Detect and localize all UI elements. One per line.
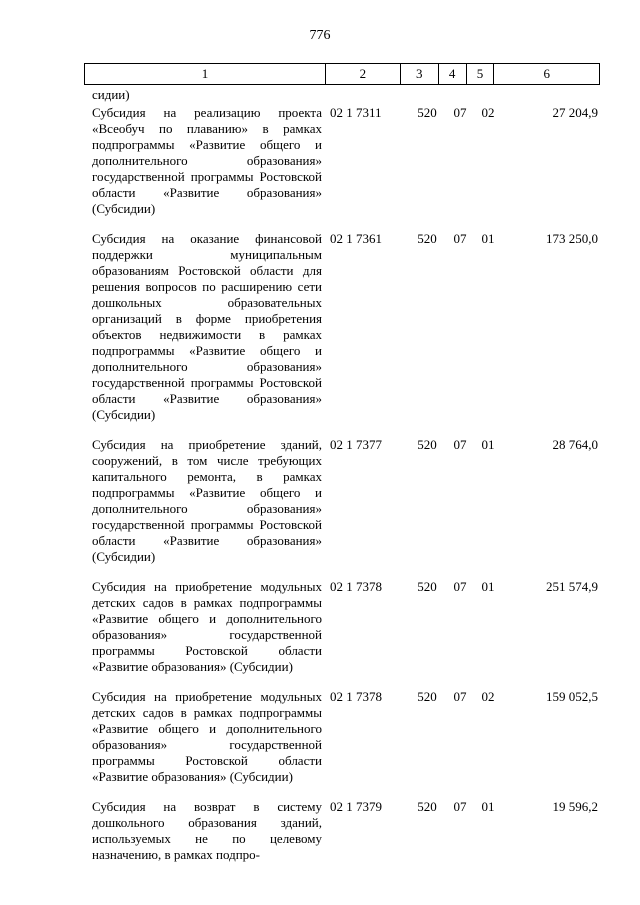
row-col-4: 07 bbox=[453, 689, 467, 704]
table-row bbox=[84, 231, 600, 423]
table-body bbox=[84, 87, 600, 863]
row-code: 02 1 7378 bbox=[330, 689, 382, 704]
row-description: Субсидия на возврат в систему дошкольного образования зданий, используемых не по целевому назначению, в рамках подпро- bbox=[92, 799, 322, 862]
row-col-3: 520 bbox=[417, 799, 437, 814]
row-amount: 28 764,0 bbox=[552, 437, 598, 452]
page-number: 776 bbox=[309, 28, 331, 43]
header-col-1: 1 bbox=[201, 66, 209, 81]
continuation-text: сидии) bbox=[92, 87, 130, 102]
row-col-5: 01 bbox=[481, 799, 495, 814]
table-row bbox=[84, 105, 600, 217]
row-col-3: 520 bbox=[417, 689, 437, 704]
row-col-4: 07 bbox=[453, 579, 467, 594]
row-description: Субсидия на приобретение модульных детских садов в рамках подпрограммы «Развитие общего и дополнительного образования» государственной программы Ростовской области «Развитие образования» (Субсидии) bbox=[92, 689, 322, 784]
row-description: Субсидия на приобретение зданий, сооружений, в том числе требующих капитального ремонта, в рамках подпрограммы «Развитие общего и дополнительного образования» государственной программы Ростовской области «Развитие образования» (Субсидии) bbox=[92, 437, 322, 564]
row-col-4: 07 bbox=[453, 105, 467, 120]
row-description: Субсидия на оказание финансовой поддержки муниципальным образованиям Ростовской области для решения вопросов по расширению сети дошкольных образовательных организаций в форме приобретения объектов недвижимости в рамках подпрограммы «Развитие общего и дополнительного образования» государственной программы Ростовской области «Развитие образования» (Субсидии) bbox=[92, 231, 322, 422]
table-header bbox=[84, 63, 600, 85]
table-row bbox=[84, 437, 600, 565]
row-col-4: 07 bbox=[453, 799, 467, 814]
row-amount: 19 596,2 bbox=[552, 799, 598, 814]
row-col-5: 01 bbox=[481, 231, 495, 246]
row-code: 02 1 7311 bbox=[330, 105, 382, 120]
row-col-5: 01 bbox=[481, 579, 495, 594]
row-description: Субсидия на реализацию проекта «Всеобуч по плаванию» в рамках подпрограммы «Развитие общего и дополнительного образования» государственной программы Ростовской области «Развитие образования» (Субсидии) bbox=[92, 105, 322, 216]
row-code: 02 1 7378 bbox=[330, 579, 382, 594]
header-col-3: 3 bbox=[400, 64, 438, 84]
header-col-5: 5 bbox=[466, 64, 494, 84]
row-col-5: 02 bbox=[481, 105, 495, 120]
header-col-2: 2 bbox=[325, 64, 400, 84]
row-col-4: 07 bbox=[453, 231, 467, 246]
row-col-3: 520 bbox=[417, 231, 437, 246]
header-col-4: 4 bbox=[438, 64, 466, 84]
row-code: 02 1 7377 bbox=[330, 437, 382, 452]
row-col-5: 01 bbox=[481, 437, 495, 452]
row-amount: 173 250,0 bbox=[546, 231, 598, 246]
row-code: 02 1 7361 bbox=[330, 231, 382, 246]
row-col-3: 520 bbox=[417, 105, 437, 120]
row-description: Субсидия на приобретение модульных детских садов в рамках подпрограммы «Развитие общего и дополнительного образования» государственной программы Ростовской области «Развитие образования» (Субсидии) bbox=[92, 579, 322, 674]
row-amount: 159 052,5 bbox=[546, 689, 598, 704]
table-row bbox=[84, 689, 600, 785]
row-col-3: 520 bbox=[417, 579, 437, 594]
row-code: 02 1 7379 bbox=[330, 799, 382, 814]
header-col-6: 6 bbox=[493, 64, 599, 84]
row-col-4: 07 bbox=[453, 437, 467, 452]
table-row bbox=[84, 579, 600, 675]
row-col-3: 520 bbox=[417, 437, 437, 452]
row-amount: 251 574,9 bbox=[546, 579, 598, 594]
table-row bbox=[84, 799, 600, 863]
row-col-5: 02 bbox=[481, 689, 495, 704]
row-amount: 27 204,9 bbox=[552, 105, 598, 120]
